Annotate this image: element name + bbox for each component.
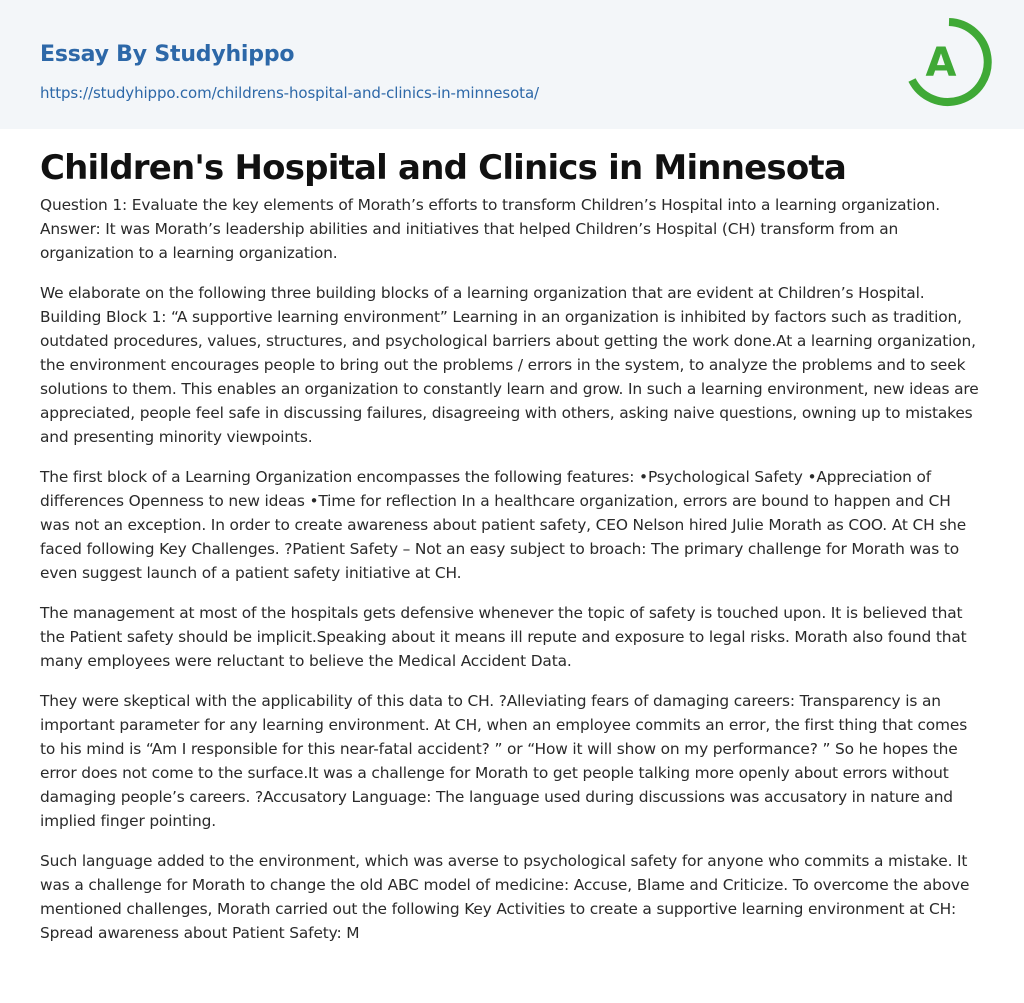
- studyhippo-logo-icon[interactable]: [904, 16, 994, 108]
- paragraph-1: Question 1: Evaluate the key elements of Morath’s efforts to transform Children’s Hospital into a learning organization. Answer: It was Morath’s leadership abilities and initiatives that helped Children’s Hospital (CH) transform from an organization to a learning organization.: [40, 196, 941, 262]
- logo-letter: A: [925, 40, 957, 86]
- paragraph-5: They were skeptical with the applicability of this data to CH. ?Alleviating fears of damaging careers: Transparency is an important parameter for any learning environment. At CH, when an employee commits an error, the first thing that comes to his mind is “Am I responsible for this near-fatal accident? ” or “How it will show on my performance? ” So he hopes the error does not come to the surface.It was a challenge for Morath to get people talking more openly about errors without damaging people’s careers. ?Accusatory Language: The language used during discussions was accusatory in nature and implied finger pointing.: [40, 692, 968, 830]
- site-header: [0, 0, 1024, 129]
- brand-title[interactable]: Essay By Studyhippo: [40, 42, 295, 67]
- paragraph-3: The first block of a Learning Organization encompasses the following features: •Psychological Safety •Appreciation of differences Openness to new ideas •Time for reflection In a healthcare organization, errors are bound to happen and CH was not an exception. In order to create awareness about patient safety, CEO Nelson hired Julie Morath as COO. At CH she faced following Key Challenges. ?Patient Safety – Not an easy subject to broach: The primary challenge for Morath was to even suggest launch of a patient safety initiative at CH.: [40, 468, 967, 582]
- article: [0, 129, 1024, 945]
- paragraph-4: The management at most of the hospitals gets defensive whenever the topic of safety is touched upon. It is believed that the Patient safety should be implicit.Speaking about it means ill repute and exposure to legal risks. Morath also found that many employees were reluctant to believe the Medical Accident Data.: [40, 604, 967, 670]
- paragraph-2: We elaborate on the following three building blocks of a learning organization that are evident at Children’s Hospital. Building Block 1: “A supportive learning environment” Learning in an organization is inhibited by factors such as tradition, outdated procedures, values, structures, and psychological barriers about getting the work done.At a learning organization, the environment encourages people to bring out the problems / errors in the system, to analyze the problems and to seek solutions to them. This enables an organization to constantly learn and grow. In such a learning environment, new ideas are appreciated, people feel safe in discussing failures, disagreeing with others, asking naive questions, owning up to mistakes and presenting minority viewpoints.: [40, 284, 979, 446]
- page-title: Children's Hospital and Clinics in Minnesota: [40, 148, 846, 188]
- paragraph-6: Such language added to the environment, which was averse to psychological safety for anyone who commits a mistake. It was a challenge for Morath to change the old ABC model of medicine: Accuse, Blame and Criticize. To overcome the above mentioned challenges, Morath carried out the following Key Activities to create a supportive learning environment at CH: Spread awareness about Patient Safety: M: [40, 852, 970, 942]
- source-url-link[interactable]: https://studyhippo.com/childrens-hospital-and-clinics-in-minnesota/: [40, 84, 540, 102]
